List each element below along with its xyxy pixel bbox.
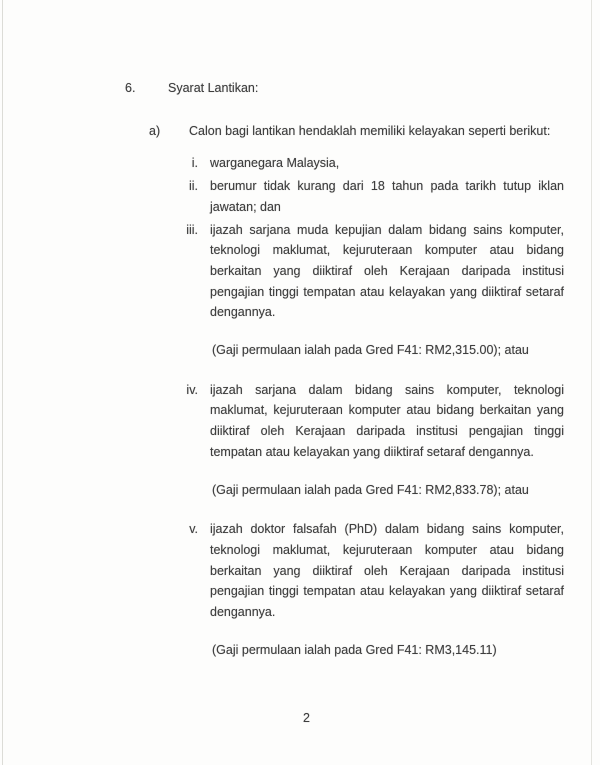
requirement-row [125, 519, 567, 623]
requirement-item-v [125, 519, 567, 660]
salary-note-iv: (Gaji permulaan ialah pada Gred F41: RM2,833.78); atau [212, 482, 529, 497]
requirement-text: ijazah sarjana dalam bidang sains komputer, teknologi maklumat, kejuruteraan komputer atau bidang berkaitan yang diiktiraf oleh Kerajaan daripada institusi pengajian tinggi tempatan atau kelayakan yang diiktiraf setaraf dengannya. [210, 382, 564, 459]
requirement-numeral: ii. [188, 179, 198, 194]
requirement-numeral: iii. [186, 222, 198, 237]
requirement-numeral: i. [191, 156, 198, 171]
clause-text: Calon bagi lantikan hendaklah memiliki kelayakan seperti berikut: [189, 123, 551, 138]
clause-a [149, 121, 567, 142]
page-left-edge [2, 0, 3, 765]
section-number: 6. [125, 81, 136, 95]
requirement-row [125, 380, 567, 463]
page-number: 2 [303, 711, 310, 725]
requirement-item-ii [125, 176, 567, 217]
requirement-item-i [125, 153, 567, 174]
requirement-row [125, 153, 567, 174]
requirement-numeral: v. [189, 522, 198, 537]
page-right-edge [591, 0, 592, 765]
requirement-text: ijazah doktor falsafah (PhD) dalam bidang sains komputer, teknologi maklumat, kejuruteraan komputer atau bidang berkaitan yang diiktiraf oleh Kerajaan daripada institusi pengajian tinggi tempatan atau kelayakan yang diiktiraf setaraf dengannya. [210, 522, 564, 620]
salary-note-iii: (Gaji permulaan ialah pada Gred F41: RM2,315.00); atau [212, 343, 529, 358]
requirement-row [125, 220, 567, 324]
requirement-text: warganegara Malaysia, [210, 156, 340, 171]
document-content [125, 78, 567, 679]
requirement-text: berumur tidak kurang dari 18 tahun pada tarikh tutup iklan jawatan; dan [210, 179, 564, 214]
requirement-item-iv [125, 380, 567, 501]
requirement-item-iii [125, 220, 567, 361]
requirement-row [125, 176, 567, 217]
section-title: Syarat Lantikan: [168, 81, 259, 95]
clause-label: a) [149, 123, 161, 138]
section-heading [125, 78, 567, 99]
requirement-text: ijazah sarjana muda kepujian dalam bidang sains komputer, teknologi maklumat, kejuruteraan komputer atau bidang berkaitan yang diiktiraf oleh Kerajaan daripada institusi pengajian tinggi tempatan atau kelayakan yang diiktiraf setaraf dengannya. [210, 222, 564, 320]
requirement-numeral: iv. [186, 382, 198, 397]
salary-note-v: (Gaji permulaan ialah pada Gred F41: RM3,145.11) [212, 642, 497, 657]
